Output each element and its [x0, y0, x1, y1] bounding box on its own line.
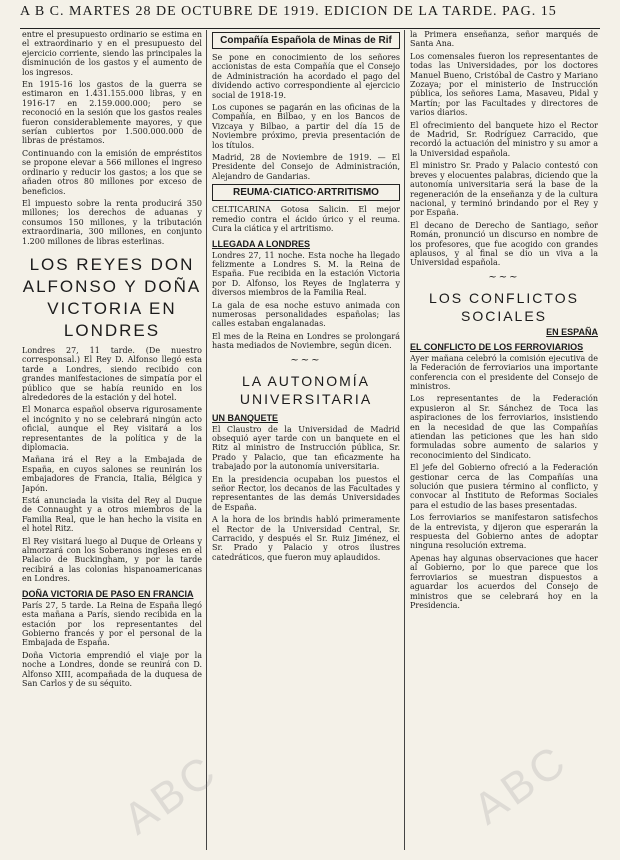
- paragraph: El jefe del Gobierno ofreció a la Federación gestionar cerca de las Compañías una solución que pusiera término al conflicto, y convocar al Instituto de Reformas Sociales para el estudio de las bases presentadas.: [410, 463, 598, 510]
- paragraph: El Monarca español observa rigurosamente el incógnito y no se celebrará ningún acto oficial, aunque el Rey visitará a los representantes de la política y de la diplomacia.: [22, 405, 202, 452]
- paragraph: Mañana irá el Rey a la Embajada de España, en cuyos salones se reunirán los embajadores de Francia, Italia, Bélgica y Japón.: [22, 455, 202, 493]
- paragraph: Continuando con la emisión de empréstitos se propone elevar a 566 millones el ingreso ordinario y reducir los gastos; a los que se añaden otros 80 millones por exceso de beneficios.: [22, 148, 202, 196]
- column-3: [410, 30, 598, 850]
- advert-header-reuma: REUMA·CIATICO·ARTRITISMO: [212, 184, 400, 201]
- paragraph: París 27, 5 tarde. La Reina de España llegó esta mañana a París, siendo recibida en la estación por los representantes del Gobierno francés y por el personal de la Embajada de España.: [22, 600, 202, 648]
- headline-reyes-londres: LOS REYES DON ALFONSO Y DOÑA VICTORIA EN LONDRES: [22, 254, 202, 340]
- abc-watermark: ABC: [464, 735, 577, 835]
- paragraph: El ofrecimiento del banquete hizo el Rector de Madrid, Sr. Rodríguez Carracido, que recordó la actuación del ministro y su amor a la Universidad española.: [410, 120, 598, 158]
- paragraph: A la hora de los brindis habló primeramente el Rector de la Universidad Central, Sr. Carracido, y después el Sr. Ruiz Jiménez, el Sr. Prado y Palacio y otros ilustres catedráticos, que fueron muy aplaudidos.: [212, 515, 400, 562]
- paragraph: El decano de Derecho de Santiago, señor Román, pronunció un discurso en nombre de los profesores, que fue acogido con grandes aplausos, y al final se dio un viva a la Universidad española.: [410, 220, 598, 268]
- paragraph: El mes de la Reina en Londres se prolongará hasta mediados de Noviembre, según dicen.: [212, 331, 400, 351]
- paragraph: Doña Victoria emprendió el viaje por la noche a Londres, donde se reunirá con D. Alfonso XIII, acompañada de la duquesa de San Carlos y de su séquito.: [22, 650, 202, 688]
- ornament-divider: ~~~: [488, 271, 520, 283]
- paragraph: El Claustro de la Universidad de Madrid obsequió ayer tarde con un banquete en el Ritz al ministro de Instrucción pública, Sr. Prado y Palacio, que tan eficazmente ha trabajado por la autonomía universitaria.: [212, 424, 400, 472]
- paragraph: la Primera enseñanza, señor marqués de Santa Ana.: [410, 30, 598, 49]
- paragraph: Los comensales fueron los representantes de todas las Universidades, por los doctores Manuel Bueno, Cristóbal de Castro y Mariano Zozaya; por el ministerio de Instrucción pública, los señores Lama, Masaveu, Pidal y Martín; por las Facultades y directores de varios diarios.: [410, 51, 598, 118]
- paragraph: El impuesto sobre la renta producirá 350 millones; los derechos de aduanas y consumos 150 millones, y la tributación extraordinaria, 300 millones, en conjunto 1.200 millones de libras esterlinas.: [22, 198, 202, 246]
- paragraph: El ministro Sr. Prado y Palacio contestó con breves y elocuentes palabras, diciendo que la autonomía universitaria será la base de la regeneración de la enseñanza y de la cultura nacional, y terminó brindando por el Rey y por España.: [410, 161, 598, 218]
- paragraph: Los cupones se pagarán en las oficinas de la Compañía, en Bilbao, y en los Bancos de Vizcaya y Bilbao, a partir del día 15 de Noviembre próximo, previa presentación de los títulos.: [212, 103, 400, 150]
- subheading: EL CONFLICTO DE LOS FERROVIARIOS: [410, 341, 584, 352]
- subheading: DOÑA VICTORIA DE PASO EN FRANCIA: [22, 588, 194, 599]
- column-1: [22, 30, 202, 850]
- column-divider: [404, 30, 405, 850]
- paragraph: En la presidencia ocupaban los puestos el señor Rector, los decanos de las Facultades y representantes de las demás Universidades de España.: [212, 474, 400, 512]
- paragraph: Los representantes de la Federación expusieron al Sr. Sánchez de Toca las aspiraciones de los ferroviarios, insistiendo en la necesidad de que las Compañías atiendan las peticiones que les han sido formuladas sobre aumento de salarios y reconocimiento del Sindicato.: [410, 394, 598, 460]
- abc-watermark: ABC: [114, 745, 227, 845]
- paragraph: Ayer mañana celebró la comisión ejecutiva de la Federación de ferroviarios una importante conferencia con el presidente del Consejo de ministros.: [410, 353, 598, 391]
- paragraph: En 1915-16 los gastos de la guerra se estimaron en 1.431.155.000 libras, y en 1916-17 en 2.159.000.000; pero se reconoció en la sesión que los gastos reales fueron considerablemente mayores, y que serían cubiertos por 1.500.000.000 de libras de préstamos.: [22, 80, 202, 146]
- paragraph: entre el presupuesto ordinario se estima en el extraordinario y en el presupuesto del ejercicio corriente, siendo las principales la disminución de los gastos y el aumento de los ingresos.: [22, 30, 202, 77]
- column-2: [212, 30, 400, 850]
- subheading: LLEGADA A LONDRES: [212, 238, 310, 249]
- paragraph: Se pone en conocimiento de los señores accionistas de esta Compañía que el Consejo de Administración ha acordado el pago del dividendo activo correspondiente al ejercicio social de 1918-19.: [212, 53, 400, 100]
- paragraph: Está anunciada la visita del Rey al Duque de Connaught y a otros miembros de la Familia Real, que le han hecho la visita en el hotel Ritz.: [22, 496, 202, 534]
- headline-conflictos: LOS CONFLICTOS SOCIALES: [429, 289, 579, 324]
- section-label: EN ESPAÑA: [546, 326, 598, 337]
- paragraph: Los ferroviarios se manifestaron satisfechos de la entrevista, y dijeron que esperarán la respuesta del Gobierno antes de adoptar ninguna resolución extrema.: [410, 513, 598, 551]
- paragraph: CELTICARINA Gotosa Salicin. El mejor remedio contra el ácido úrico y el reuma. Cura la ciática y el artritismo.: [212, 205, 400, 234]
- headline-autonomia: LA AUTONOMÍA UNIVERSITARIA: [239, 372, 373, 407]
- ornament-divider: ~~~: [290, 354, 322, 366]
- paragraph: La gala de esa noche estuvo animada con numerosas personalidades españolas; las calles estaban engalanadas.: [212, 300, 400, 329]
- paragraph: Londres 27, 11 tarde. (De nuestro corresponsal.) El Rey D. Alfonso llegó esta tarde a Londres, siendo recibido con grandes manifestaciones de simpatía por el público que se había reunido en los alrededores de la estación y del hotel.: [22, 345, 202, 402]
- paragraph: Londres 27, 11 noche. Esta noche ha llegado felizmente a Londres S. M. la Reina de España. Fue recibida en la estación Victoria por D. Alfonso, los Reyes de Inglaterra y diversos miembros de la Familia Real.: [212, 250, 400, 298]
- column-divider: [206, 30, 207, 850]
- paragraph: Apenas hay algunas observaciones que hacer al Gobierno, por lo que parece que los ferroviarios se muestran dispuestos a aguardar los acuerdos del Consejo de ministros que se celebrará hoy en la Presidencia.: [410, 553, 598, 610]
- paragraph: Madrid, 28 de Noviembre de 1919. — El Presidente del Consejo de Administración, Alejandro de Gandarias.: [212, 153, 400, 181]
- advert-header-minas: Compañía Española de Minas de Rif: [212, 32, 400, 49]
- subheading: UN BANQUETE: [212, 412, 279, 423]
- paragraph: El Rey visitará luego al Duque de Orleans y almorzará con los Soberanos ingleses en el Palacio de Buckingham, y por la tarde recibirá a las colonias hispanoamericanas en Londres.: [22, 536, 202, 584]
- page-header: A B C. MARTES 28 DE OCTUBRE DE 1919. EDICION DE LA TARDE. PAG. 15: [20, 4, 600, 29]
